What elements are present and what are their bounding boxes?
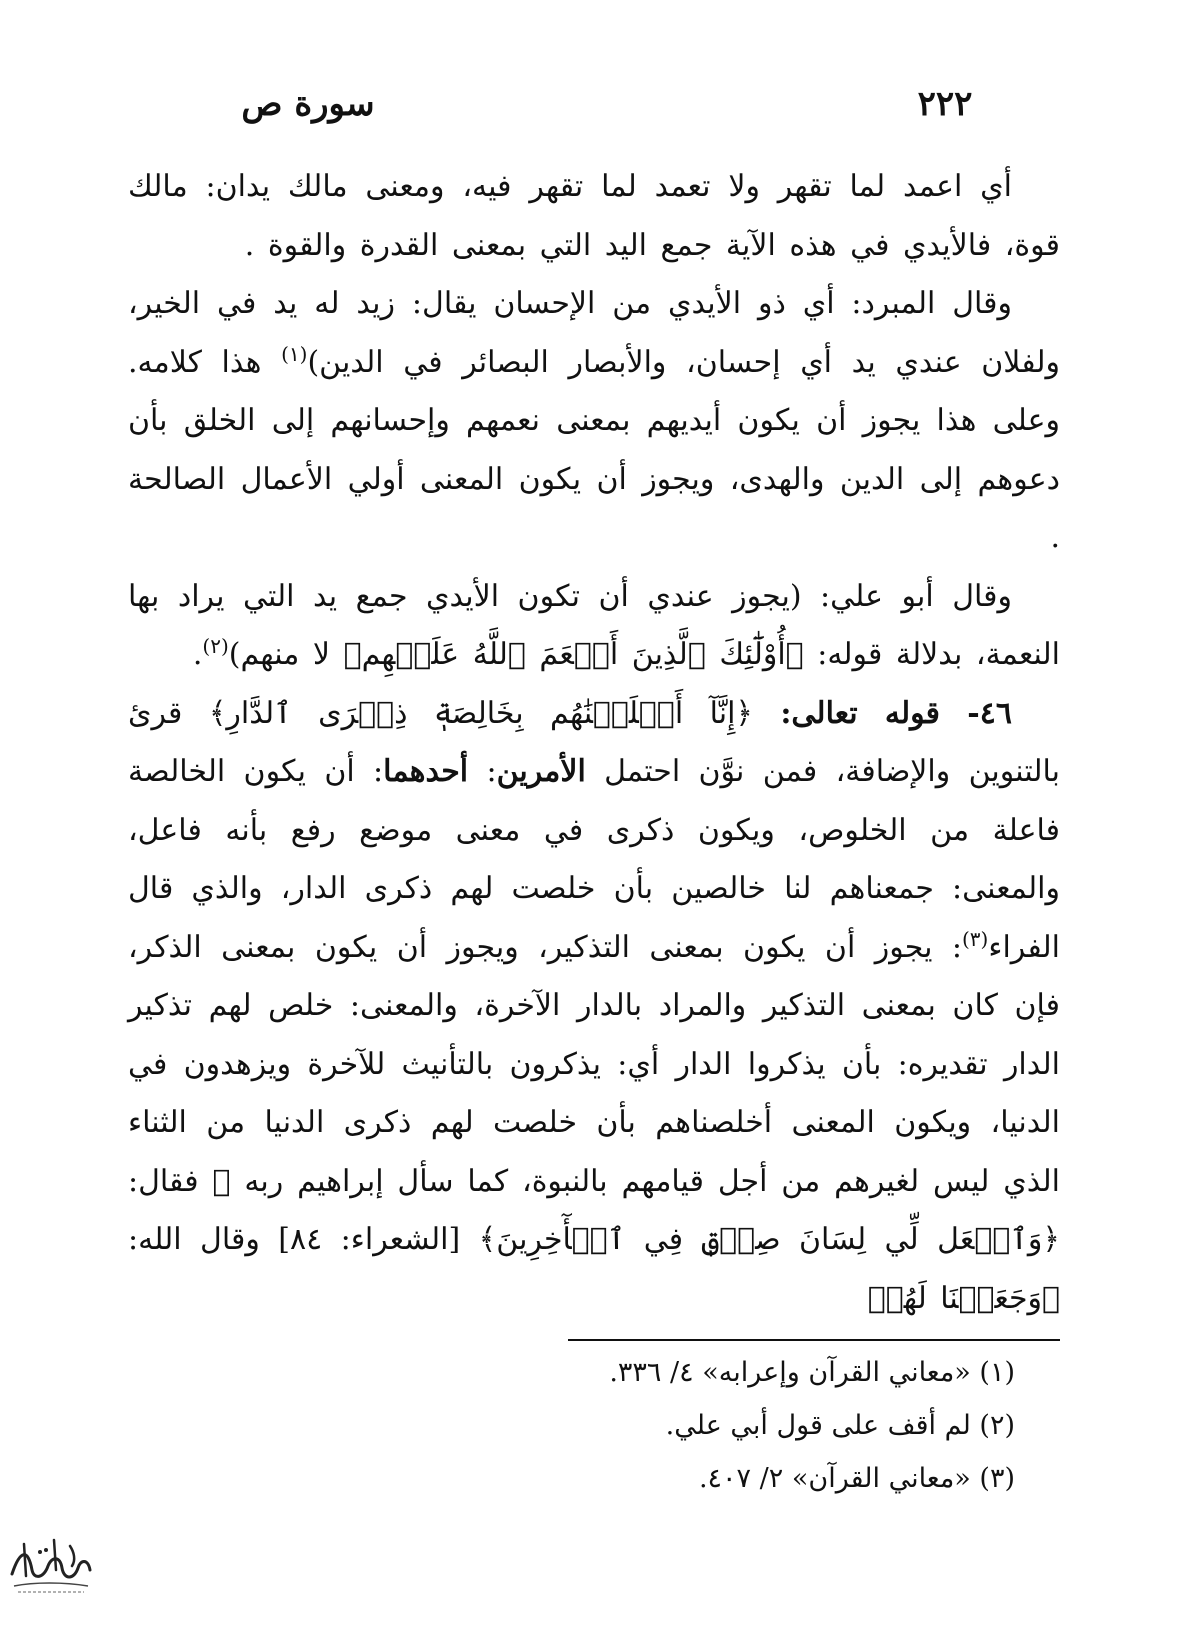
main-text [128,158,1060,1328]
footnote-3: (٣) «معاني القرآن» ٢/ ٤٠٧. [698,1463,1015,1494]
quran-quote-1: ﴿أُوْلَٰٓئِكَ ٱلَّذِينَ أَنۡعَمَ ٱللَّهُ عَلَيۡهِم﴾ [343,637,804,672]
paragraph-4-text-1: قرئ بالتنوين والإضافة، فمن نوَّن احتمل [128,695,1060,789]
paragraph-4-text-2: : [468,754,497,789]
footnotes [500,1346,1015,1505]
paragraph-3-end: . [192,637,203,672]
footnote-divider [568,1339,1060,1341]
paragraph-2 [128,275,1060,568]
paragraph-4-text-5: [الشعراء: ٨٤] وقال الله: [128,1222,479,1257]
page-number: ٢٢٢ [917,84,973,124]
quran-quote-2: ﴿إِنَّآ أَخۡلَصۡنَٰهُم بِخَالِصَةٖ ذِكۡرَى ٱلدَّارِ﴾ [208,695,753,731]
paragraph-4-bold-2: أحدهما [383,754,469,789]
verse-number: ٤٦- قوله تعالى: [753,695,1012,731]
paragraph-4-text-3: : أن يكون الخالصة فاعلة من الخلوص، ويكون ذكرى في معنى موضع رفع بأنه فاعل، والمعنى: جمعناهم لنا خالصين بأن خلصت لهم ذكرى الدار، والذي قال الفراء [128,754,1061,965]
paragraph-2-text-b: هذا كلامه. وعلى هذا يجوز أن يكون أيديهم بمعنى نعمهم وإحسانهم إلى الخلق بأن دعوهم إلى الدين والهدى، ويجوز أن يكون المعنى أولي الأعمال الصالحة . [128,344,1060,555]
quran-quote-4: ﴿وَجَعَلۡنَا لَهُمۡ [867,1280,1060,1316]
paragraph-4 [128,685,1060,1329]
paragraph-3 [128,568,1060,685]
paragraph-3-text-a: وقال أبو علي: (يجوز عندي أن تكون الأيدي جمع يد التي يراد بها النعمة، بدلالة قوله: [128,578,1060,672]
calligraphy-logo-icon [4,1530,96,1600]
footnote-2: (٢) لم أقف على قول أبي علي. [665,1410,1015,1441]
paragraph-4-bold-1: الأمرين [496,754,586,789]
paragraph-1-text: أي اعمد لما تقهر ولا تعمد لما تقهر فيه، ومعنى مالك يدان: مالك قوة، فالأيدي في هذه الآية جمع اليد التي بمعنى القدرة والقوة . [128,169,1060,263]
paragraph-1 [128,158,1060,275]
paragraph-4-text-4: : يجوز أن يكون بمعنى التذكير، ويجوز أن يكون بمعنى الذكر، فإن كان بمعنى التذكير والمراد بالدار الآخرة، والمعنى: خلص لهم تذكير الدار تقديره: بأن يذكروا الدار أي: يذكرون بالتأنيث للآخرة ويزهدون في الدنيا، ويكون المعنى أخلصناهم بأن خلصت لهم ذكرى الدنيا من الثناء الذي ليس لغيرهم من أجل قيامهم بالنبوة، كما سأل إبراهيم ربه ﷺ فقال: [128,929,1060,1199]
paragraph-2-text-a: وقال المبرد: أي ذو الأيدي من الإحسان يقال: زيد له يد في الخير، ولفلان عندي يد أي إحسان، والأبصار البصائر في الدين) [128,286,1060,380]
footnote-ref-1: (١) [281,341,308,366]
surah-title: سورة ص [241,84,375,124]
paragraph-3-text-b: لا منهم) [228,637,344,672]
footnote-1: (١) «معاني القرآن وإعرابه» ٤/ ٣٣٦. [609,1357,1015,1388]
quran-quote-3: ﴿وَٱجۡعَل لِّي لِسَانَ صِدۡقٖ فِي ٱلۡأٓخِرِينَ﴾ [478,1222,1060,1257]
footnote-ref-3: (٣) [961,926,989,951]
footnote-ref-2: (٢) [202,634,229,658]
